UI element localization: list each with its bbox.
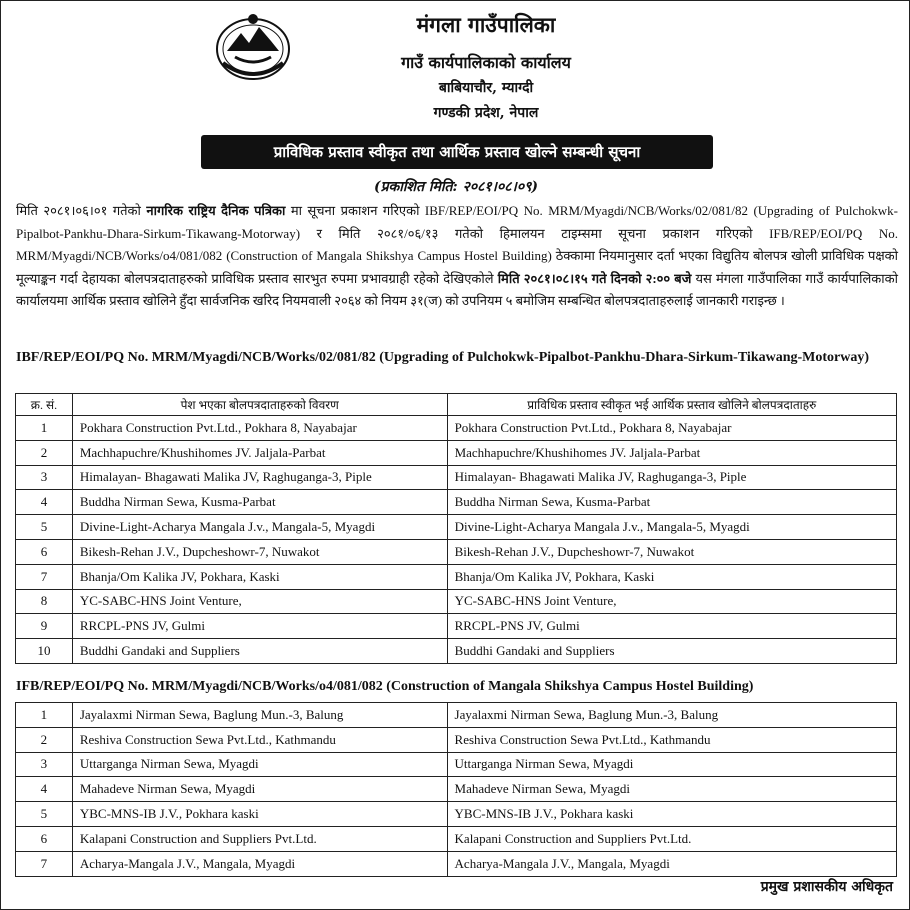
col-serial: क्र. सं. (16, 394, 73, 416)
accepted-bidder: Uttarganga Nirman Sewa, Myagdi (447, 752, 896, 777)
bidders-table-1 (15, 393, 897, 664)
submitted-bidder: Bhanja/Om Kalika JV, Pokhara, Kaski (72, 564, 447, 589)
accepted-bidder: RRCPL-PNS JV, Gulmi (447, 614, 896, 639)
submitted-bidder: YBC-MNS-IB J.V., Pokhara kaski (72, 802, 447, 827)
municipality-title: मंगला गाउँपालिका (416, 12, 556, 37)
serial-number: 5 (16, 802, 73, 827)
notice-title-banner: प्राविधिक प्रस्ताव स्वीकृत तथा आर्थिक प्रस्ताव खोल्ने सम्बन्धी सूचना (201, 135, 713, 169)
submitted-bidder: Pokhara Construction Pvt.Ltd., Pokhara 8, Nayabajar (72, 416, 447, 441)
table-row (16, 416, 897, 441)
serial-number: 9 (16, 614, 73, 639)
serial-number: 10 (16, 639, 73, 664)
table-row (16, 639, 897, 664)
table-row (16, 614, 897, 639)
serial-number: 2 (16, 440, 73, 465)
table-row (16, 465, 897, 490)
table-row (16, 564, 897, 589)
accepted-bidder: Kalapani Construction and Suppliers Pvt.Ltd. (447, 826, 896, 851)
submitted-bidder: Bikesh-Rehan J.V., Dupcheshowr-7, Nuwakot (72, 539, 447, 564)
accepted-bidder: Bikesh-Rehan J.V., Dupcheshowr-7, Nuwakot (447, 539, 896, 564)
submitted-bidder: Uttarganga Nirman Sewa, Myagdi (72, 752, 447, 777)
submitted-bidder: Mahadeve Nirman Sewa, Myagdi (72, 777, 447, 802)
accepted-bidder: Reshiva Construction Sewa Pvt.Ltd., Kathmandu (447, 727, 896, 752)
serial-number: 1 (16, 416, 73, 441)
submitted-bidder: Himalayan- Bhagawati Malika JV, Raghuganga-3, Piple (72, 465, 447, 490)
serial-number: 3 (16, 752, 73, 777)
accepted-bidder: Bhanja/Om Kalika JV, Pokhara, Kaski (447, 564, 896, 589)
accepted-bidder: Himalayan- Bhagawati Malika JV, Raghuganga-3, Piple (447, 465, 896, 490)
body-text-1: मिति २०८१।०६।०१ गतेको (16, 203, 147, 218)
submitted-bidder: RRCPL-PNS JV, Gulmi (72, 614, 447, 639)
submitted-bidder: Divine-Light-Acharya Mangala J.v., Mangala-5, Myagdi (72, 515, 447, 540)
table-header-row (16, 394, 897, 416)
table-row (16, 727, 897, 752)
accepted-bidder: Machhapuchre/Khushihomes JV. Jaljala-Parbat (447, 440, 896, 465)
accepted-bidder: Buddhi Gandaki and Suppliers (447, 639, 896, 664)
submitted-bidder: Reshiva Construction Sewa Pvt.Ltd., Kathmandu (72, 727, 447, 752)
province-name: गण्डकी प्रदेश, नेपाल (433, 105, 539, 121)
submitted-bidder: Buddha Nirman Sewa, Kusma-Parbat (72, 490, 447, 515)
notice-body (16, 200, 898, 313)
accepted-bidder: YBC-MNS-IB J.V., Pokhara kaski (447, 802, 896, 827)
serial-number: 7 (16, 851, 73, 876)
submitted-bidder: Machhapuchre/Khushihomes JV. Jaljala-Parbat (72, 440, 447, 465)
serial-number: 6 (16, 826, 73, 851)
table-row (16, 490, 897, 515)
accepted-bidder: Acharya-Mangala J.V., Mangala, Myagdi (447, 851, 896, 876)
accepted-bidder: Buddha Nirman Sewa, Kusma-Parbat (447, 490, 896, 515)
table-row (16, 826, 897, 851)
serial-number: 2 (16, 727, 73, 752)
serial-number: 4 (16, 777, 73, 802)
submitted-bidder: Jayalaxmi Nirman Sewa, Baglung Mun.-3, Balung (72, 703, 447, 728)
col-accepted-bidders: प्राविधिक प्रस्ताव स्वीकृत भई आर्थिक प्रस्ताव खोलिने बोलपत्रदाताहरु (447, 394, 896, 416)
accepted-bidder: Pokhara Construction Pvt.Ltd., Pokhara 8, Nayabajar (447, 416, 896, 441)
table-row (16, 802, 897, 827)
section2-heading: IFB/REP/EOI/PQ No. MRM/Myagdi/NCB/Works/o4/081/082 (Construction of Mangala Shikshya Campus Hostel Building) (16, 679, 754, 694)
table-row (16, 752, 897, 777)
serial-number: 7 (16, 564, 73, 589)
table-row (16, 539, 897, 564)
table-row (16, 589, 897, 614)
accepted-bidder: Divine-Light-Acharya Mangala J.v., Mangala-5, Myagdi (447, 515, 896, 540)
section1-heading: IBF/REP/EOI/PQ No. MRM/Myagdi/NCB/Works/02/081/82 (Upgrading of Pulchokwk-Pipalbot-Pankhu-Dhara-Sirkum-Tikawang-Motorway) (16, 350, 870, 365)
signatory-title: प्रमुख प्रशासकीय अधिकृत (760, 879, 893, 895)
serial-number: 1 (16, 703, 73, 728)
office-name: गाउँ कार्यपालिकाको कार्यालय (401, 53, 571, 72)
submitted-bidder: Acharya-Mangala J.V., Mangala, Myagdi (72, 851, 447, 876)
newspaper-name: नागरिक राष्ट्रिय दैनिक पत्रिका (146, 203, 286, 218)
table-row (16, 851, 897, 876)
serial-number: 3 (16, 465, 73, 490)
table-row (16, 777, 897, 802)
bidders-table-2 (15, 702, 897, 877)
office-location: बाबियाचौर, म्याग्दी (438, 80, 534, 96)
table-row (16, 440, 897, 465)
published-date: (प्रकाशित मिति: २०८१।०८।०९) (373, 179, 539, 195)
table-row (16, 703, 897, 728)
submitted-bidder: Buddhi Gandaki and Suppliers (72, 639, 447, 664)
serial-number: 5 (16, 515, 73, 540)
serial-number: 6 (16, 539, 73, 564)
table-row (16, 515, 897, 540)
body-text-2: मा सूचना प्रकाशन गरिएको IBF/REP/EOI/PQ No. MRM/Myagdi/NCB/Works/02/081/82 (Upgrading of Pulchokwk-Pipalbot-Pankhu-Dhara-Sirkum-Tikawang-Motorway) र मिति २०८१/०६/१३ गतेको हिमालयन टाइम्समा सूचना प्रकाशन गरिएको IFB/REP/EOI/PQ No. MRM/Myagdi/NCB/Works/o4/081/082 (Construction of Mangala Shikshya Campus Hostel Building) ठेक्कामा नियमानुसार दर्ता भएका विद्युतिय बोलपत्र खोली प्राविधिक पक्षको मूल्याङ्कन गर्दा देहायका बोलपत्रदाताहरुको प्राविधिक प्रस्ताव सारभुत रुपमा प्रभावग्राही रहेको देखिएकोले (16, 203, 899, 286)
submitted-bidder: Kalapani Construction and Suppliers Pvt.Ltd. (72, 826, 447, 851)
submitted-bidder: YC-SABC-HNS Joint Venture, (72, 589, 447, 614)
accepted-bidder: YC-SABC-HNS Joint Venture, (447, 589, 896, 614)
opening-date: मिति २०८१।०८।१५ गते दिनको २:०० बजे (497, 270, 692, 286)
accepted-bidder: Jayalaxmi Nirman Sewa, Baglung Mun.-3, Balung (447, 703, 896, 728)
accepted-bidder: Mahadeve Nirman Sewa, Myagdi (447, 777, 896, 802)
serial-number: 4 (16, 490, 73, 515)
body-text-3: यस मंगला गाउँपालिका गाउँ कार्यपालिकाको कार्यालयमा आर्थिक प्रस्ताव खोलिने हुँदा सार्वजनिक खरिद नियमवाली २०६४ को नियम ३१(ज) को उपनियम ५ बमोजिम सम्बन्धित बोलपत्रदाताहरुलाई जानकारी गराइन्छ । (16, 270, 898, 308)
col-submitted-bidders: पेश भएका बोलपत्रदाताहरुको विवरण (72, 394, 447, 416)
serial-number: 8 (16, 589, 73, 614)
